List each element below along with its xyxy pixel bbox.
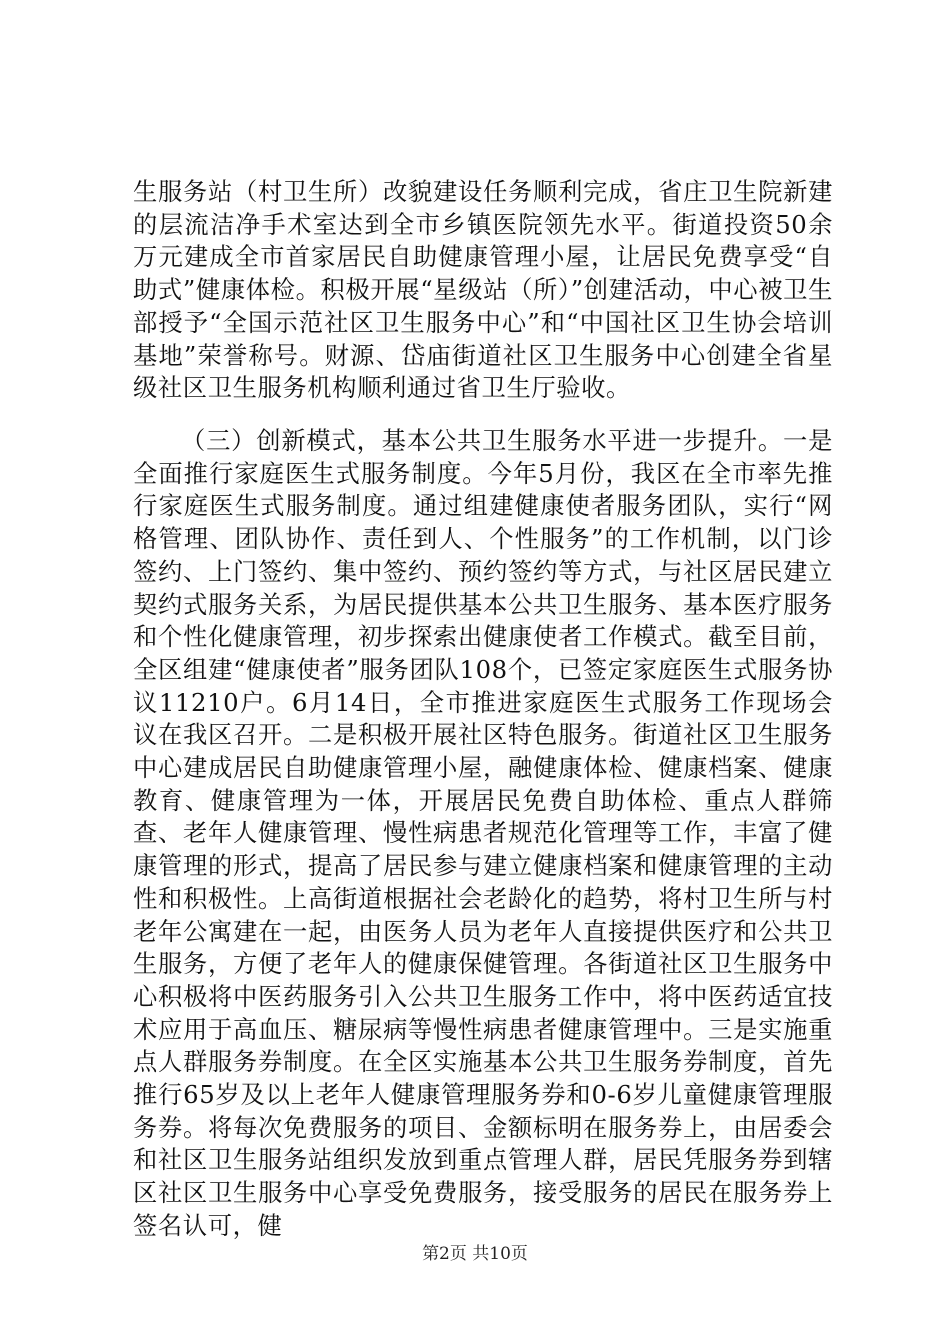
body-paragraph: （三）创新模式，基本公共卫生服务水平进一步提升。一是全面推行家庭医生式服务制度。今年5月份，我区在全市率先推行家庭医生式服务制度。通过组建健康使者服务团队，实行“网格管理、团队协作、责任到人、个性服务”的工作机制，以门诊签约、上门签约、集中签约、预约签约等方式，与社区居民建立契约式服务关系，为居民提供基本公共卫生服务、基本医疗服务和个性化健康管理，初步探索出健康使者工作模式。截至目前，全区组建“健康使者”服务团队108个，已签定家庭医生式服务协议11210户。6月14日，全市推进家庭医生式服务工作现场会议在我区召开。二是积极开展社区特色服务。街道社区卫生服务中心建成居民自助健康管理小屋，融健康体检、健康档案、健康教育、健康管理为一体，开展居民免费自助体检、重点人群筛查、老年人健康管理、慢性病患者规范化管理等工作，丰富了健康管理的形式，提高了居民参与建立健康档案和健康管理的主动性和积极性。上高街道根据社会老龄化的趋势，将村卫生所与村老年公寓建在一起，由医务人员为老年人直接提供医疗和公共卫生服务，方便了老年人的健康保健管理。各街道社区卫生服务中心积极将中医药服务引入公共卫生服务工作中，将中医药适宜技术应用于高血压、糖尿病等慢性病患者健康管理中。三是实施重点人群服务券制度。在全区实施基本公共卫生服务券制度，首先推行65岁及以上老年人健康管理服务券和0-6岁儿童健康管理服务券。将每次免费服务的项目、金额标明在服务券上，由居委会和社区卫生服务站组织发放到重点管理人群，居民凭服务券到辖区社区卫生服务中心享受免费服务，接受服务的居民在服务券上签名认可，健 [133,426,833,1240]
body-paragraph: 生服务站（村卫生所）改貌建设任务顺利完成，省庄卫生院新建的层流洁净手术室达到全市乡镇医院领先水平。街道投资50余万元建成全市首家居民自助健康管理小屋，让居民免费享受“自助式”健康体检。积极开展“星级站（所）”创建活动，中心被卫生部授予“全国示范社区卫生服务中心”和“中国社区卫生协会培训基地”荣誉称号。财源、岱庙街道社区卫生服务中心创建全省星级社区卫生服务机构顺利通过省卫生厅验收。 [133,177,833,403]
page-number: 第2页 共10页 [422,1244,528,1264]
